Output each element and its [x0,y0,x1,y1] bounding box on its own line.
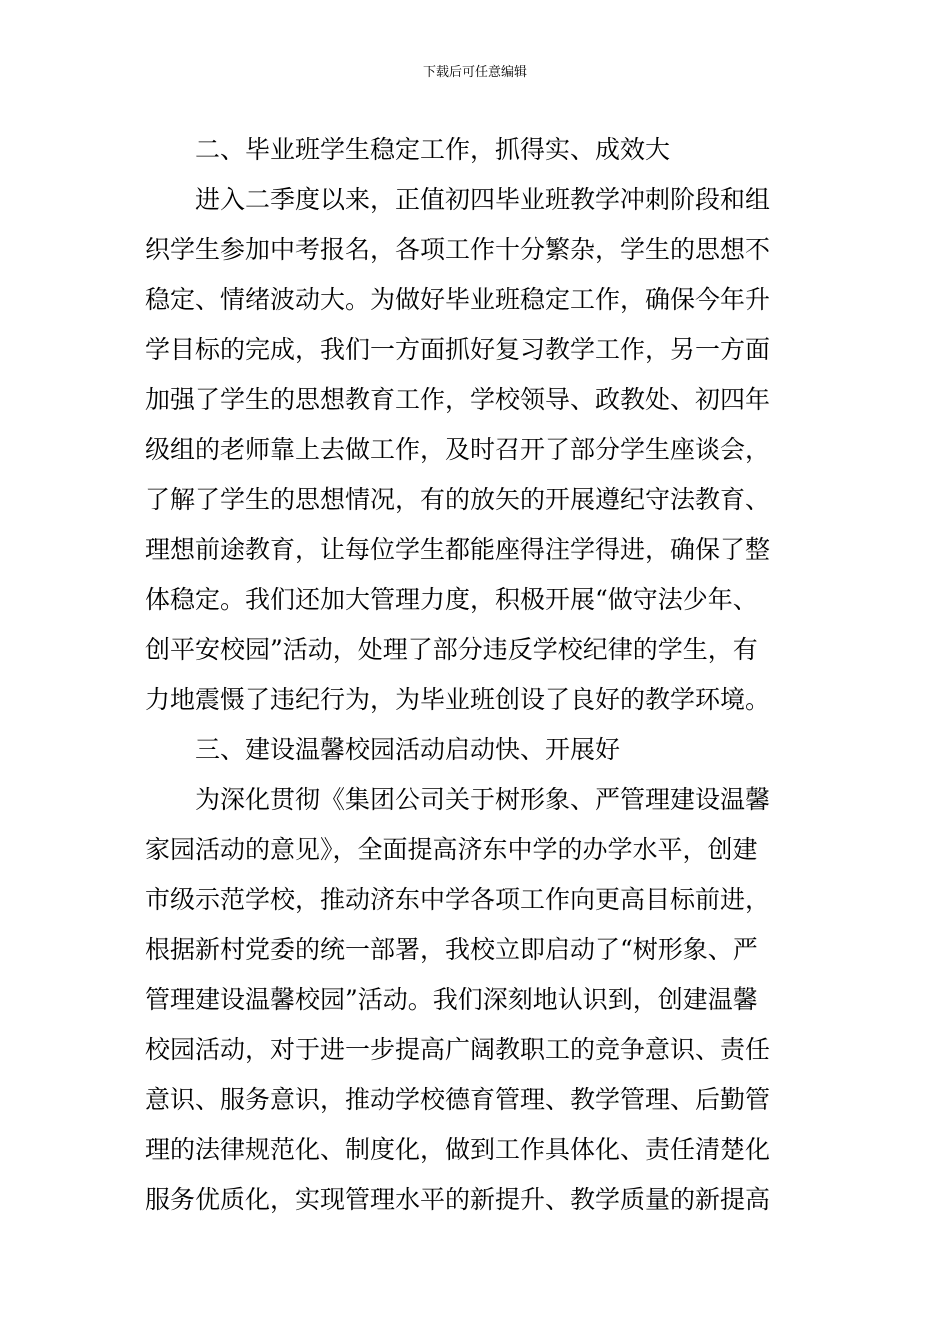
page-header: 下载后可任意编辑 [422,65,527,80]
paragraph-line: 理想前途教育，让每位学生都能座得注学得进，确保了整 [145,535,771,564]
paragraph-line: 稳定、情绪波动大。为做好毕业班稳定工作，确保今年升 [145,285,771,314]
paragraph-line: 创平安校园”活动，处理了部分违反学校纪律的学生，有 [145,635,758,664]
paragraph-line: 理的法律规范化、制度化，做到工作具体化、责任清楚化 [145,1135,771,1164]
paragraph-line: 为深化贯彻《集团公司关于树形象、严管理建设温馨 [145,785,771,814]
paragraph-line: 校园活动，对于进一步提高广阔教职工的竞争意识、责任 [145,1035,771,1064]
paragraph-line: 家园活动的意见》，全面提高济东中学的办学水平，创建 [145,835,758,864]
paragraph-line: 织学生参加中考报名，各项工作十分繁杂，学生的思想不 [145,235,771,264]
paragraph-line: 力地震慑了违纪行为，为毕业班创设了良好的教学环境。 [145,685,771,714]
paragraph-line: 级组的老师靠上去做工作，及时召开了部分学生座谈会， [145,435,771,464]
paragraph-line: 进入二季度以来，正值初四毕业班教学冲刺阶段和组 [145,185,771,214]
paragraph-line: 体稳定。我们还加大管理力度，积极开展“做守法少年、 [145,585,758,614]
paragraph-line: 市级示范学校，推动济东中学各项工作向更高目标前进， [145,885,771,914]
paragraph-line: 服务优质化，实现管理水平的新提升、教学质量的新提高 [145,1185,771,1214]
paragraph-line: 管理建设温馨校园”活动。我们深刻地认识到，创建温馨 [145,985,758,1014]
paragraph-line: 学目标的完成，我们一方面抓好复习教学工作，另一方面 [145,335,771,364]
paragraph-line: 加强了学生的思想教育工作，学校领导、政教处、初四年 [145,385,771,414]
section-heading-2: 二、毕业班学生稳定工作，抓得实、成效大 [145,135,671,164]
paragraph-line: 意识、服务意识，推动学校德育管理、教学管理、后勤管 [145,1085,771,1114]
section-heading-3: 三、建设温馨校园活动启动快、开展好 [145,735,621,764]
paragraph-line: 根据新村党委的统一部署，我校立即启动了“树形象、严 [145,935,758,964]
paragraph-line: 了解了学生的思想情况，有的放矢的开展遵纪守法教育、 [145,485,771,514]
